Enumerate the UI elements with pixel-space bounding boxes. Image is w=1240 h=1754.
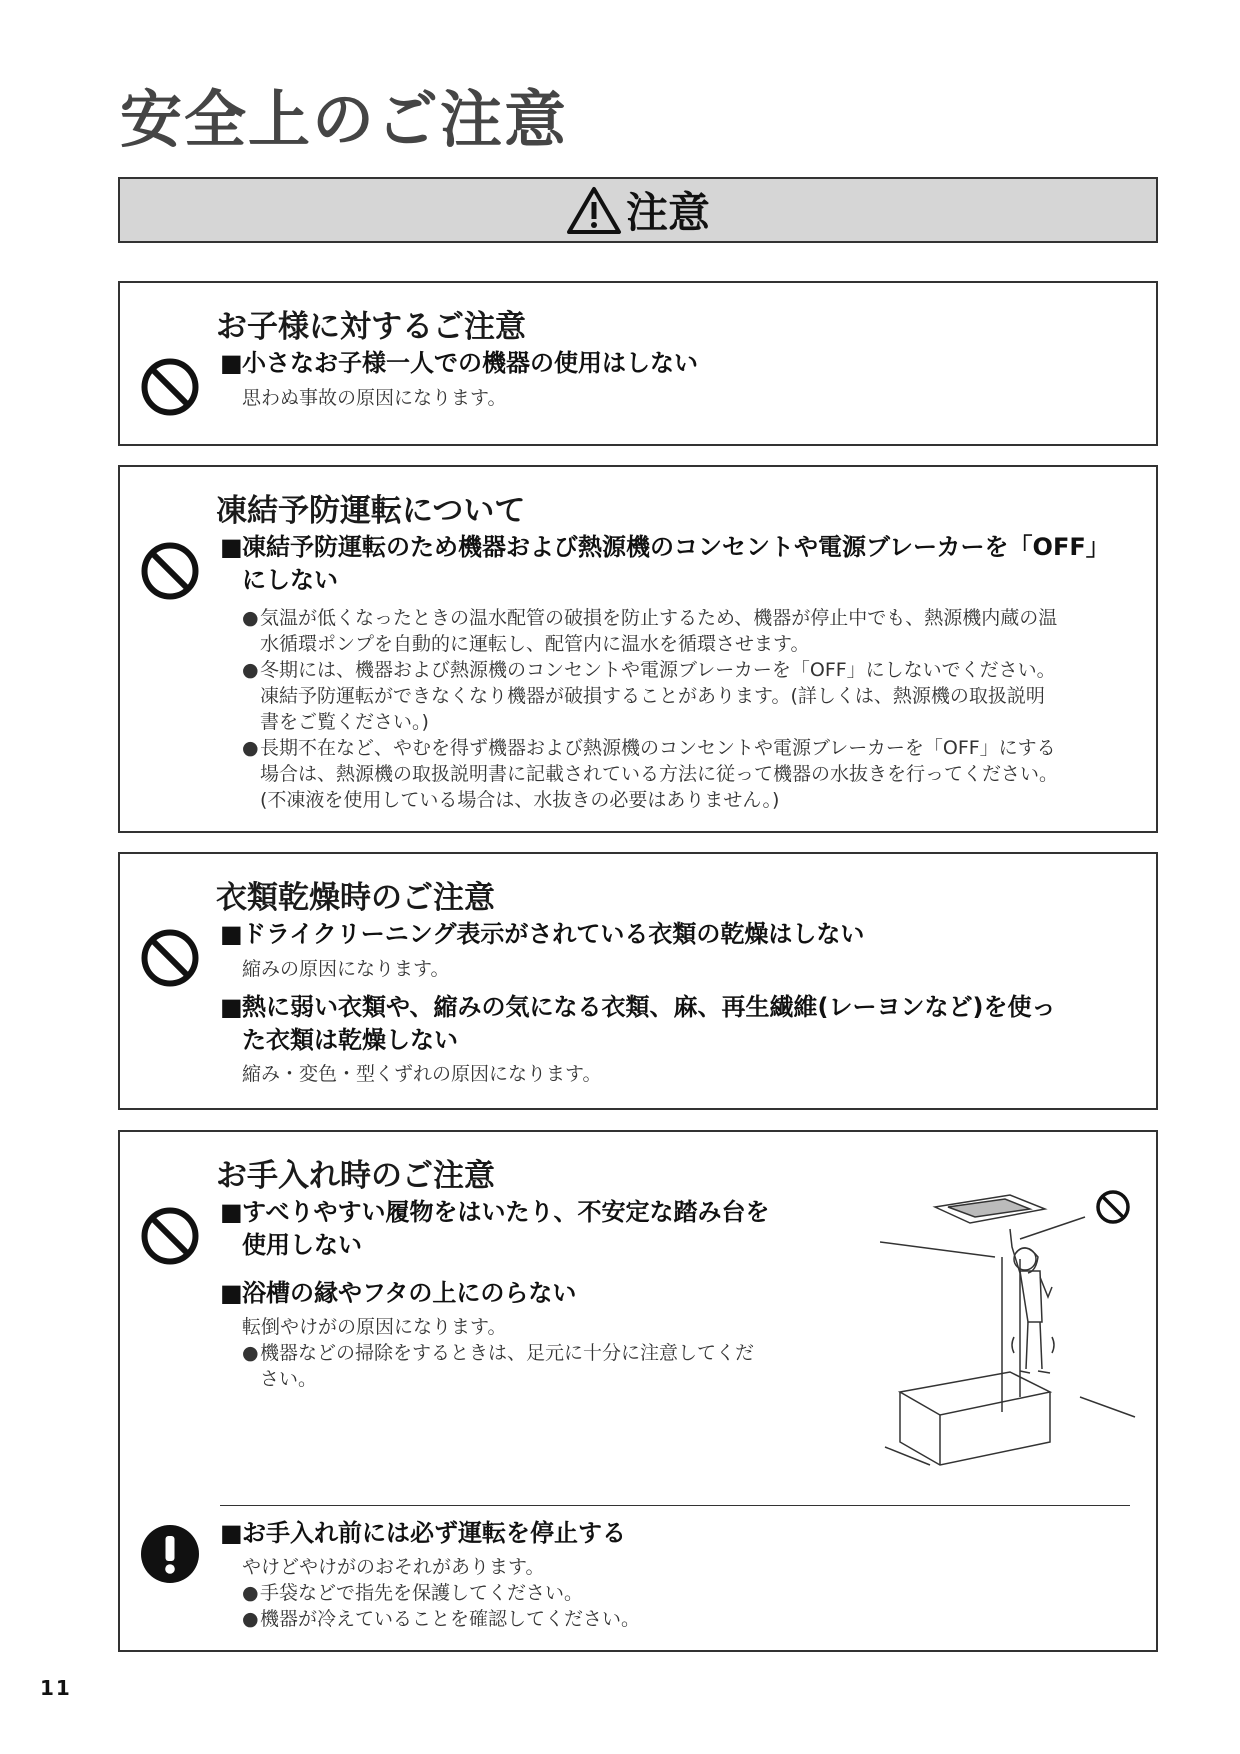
section-maintenance <box>118 1130 1158 1652</box>
section-title: お手入れ時のご注意 <box>216 1158 495 1194</box>
square-marker: ■ <box>220 1279 243 1307</box>
rule-heading: ■小さなお子様一人での機器の使用はしない <box>220 347 698 380</box>
warning-triangle-icon <box>566 185 622 235</box>
section-title: 衣類乾燥時のご注意 <box>216 880 495 916</box>
prohibition-icon <box>140 357 200 417</box>
square-marker: ■ <box>220 920 243 948</box>
prohibition-icon <box>140 928 200 988</box>
rule-heading: ■凍結予防運転のため機器および熱源機のコンセントや電源ブレーカーを「OFF」 にしない <box>220 533 1110 594</box>
rule-heading: ■熱に弱い衣類や、縮みの気になる衣類、麻、再生繊維(レーヨンなど)を使っ た衣類は乾燥しない <box>220 993 1056 1054</box>
rule-note: 縮みの原因になります。 <box>242 958 450 980</box>
section-clothes-drying <box>118 852 1158 1110</box>
section-divider <box>220 1505 1130 1506</box>
square-marker: ■ <box>220 533 243 561</box>
page-number: 11 <box>40 1676 72 1700</box>
section-freeze-prevention <box>118 465 1158 833</box>
square-marker: ■ <box>220 1519 243 1547</box>
prohibition-icon <box>140 541 200 601</box>
rule-heading: ■お手入れ前には必ず運転を停止する <box>220 1517 626 1550</box>
section-children-caution <box>118 281 1158 446</box>
list-item: ● 機器などの掃除をするときは、足元に十分に注意してくだ さい。 <box>242 1342 755 1390</box>
bullet-list <box>242 1340 754 1392</box>
caution-banner <box>118 177 1158 243</box>
rule-note: 思わぬ事故の原因になります。 <box>242 387 507 409</box>
page-title: 安全上のご注意 <box>120 83 569 156</box>
rule-note: 転倒やけがの原因になります。 <box>242 1316 507 1338</box>
mandatory-action-icon <box>140 1524 200 1584</box>
bathroom-cleaning-illustration <box>880 1187 1150 1467</box>
section-title: 凍結予防運転について <box>216 493 526 529</box>
prohibition-icon <box>1095 1189 1131 1225</box>
list-item: ● 手袋などで指先を保護してください。 <box>242 1582 584 1604</box>
square-marker: ■ <box>220 349 243 377</box>
bullet-list <box>242 1580 640 1632</box>
rule-heading: ■ドライクリーニング表示がされている衣類の乾燥はしない <box>220 918 864 951</box>
rule-heading: ■すべりやすい履物をはいたり、不安定な踏み台を 使用しない <box>220 1198 770 1259</box>
bullet-list <box>242 605 1058 813</box>
square-marker: ■ <box>220 1198 243 1226</box>
banner-label: 注意 <box>625 188 710 237</box>
square-marker: ■ <box>220 993 243 1021</box>
rule-note: 縮み・変色・型くずれの原因になります。 <box>242 1063 602 1085</box>
rule-heading: ■浴槽の縁やフタの上にのらない <box>220 1277 576 1310</box>
list-item: ● 気温が低くなったときの温水配管の破損を防止するため、機器が停止中でも、熱源機内蔵の温 水循環ポンプを自動的に運転し、配管内に温水を循環させます。 <box>242 607 1058 655</box>
list-item: ● 長期不在など、やむを得ず機器および熱源機のコンセントや電源ブレーカーを「OFF」にする 場合は、熱源機の取扱説明書に記載されている方法に従って機器の水抜きを行ってください。 (不凍液を使用している場合は、水抜きの必要はありません。) <box>242 737 1059 811</box>
list-item: ● 冬期には、機器および熱源機のコンセントや電源ブレーカーを「OFF」にしないでください。 凍結予防運転ができなくなり機器が破損することがあります。(詳しくは、熱源機の取扱説明 書をご覧ください。) <box>242 659 1056 733</box>
rule-note: やけどやけがのおそれがあります。 <box>242 1556 545 1578</box>
list-item: ● 機器が冷えていることを確認してください。 <box>242 1608 641 1630</box>
prohibition-icon <box>140 1206 200 1266</box>
section-title: お子様に対するご注意 <box>216 309 526 345</box>
